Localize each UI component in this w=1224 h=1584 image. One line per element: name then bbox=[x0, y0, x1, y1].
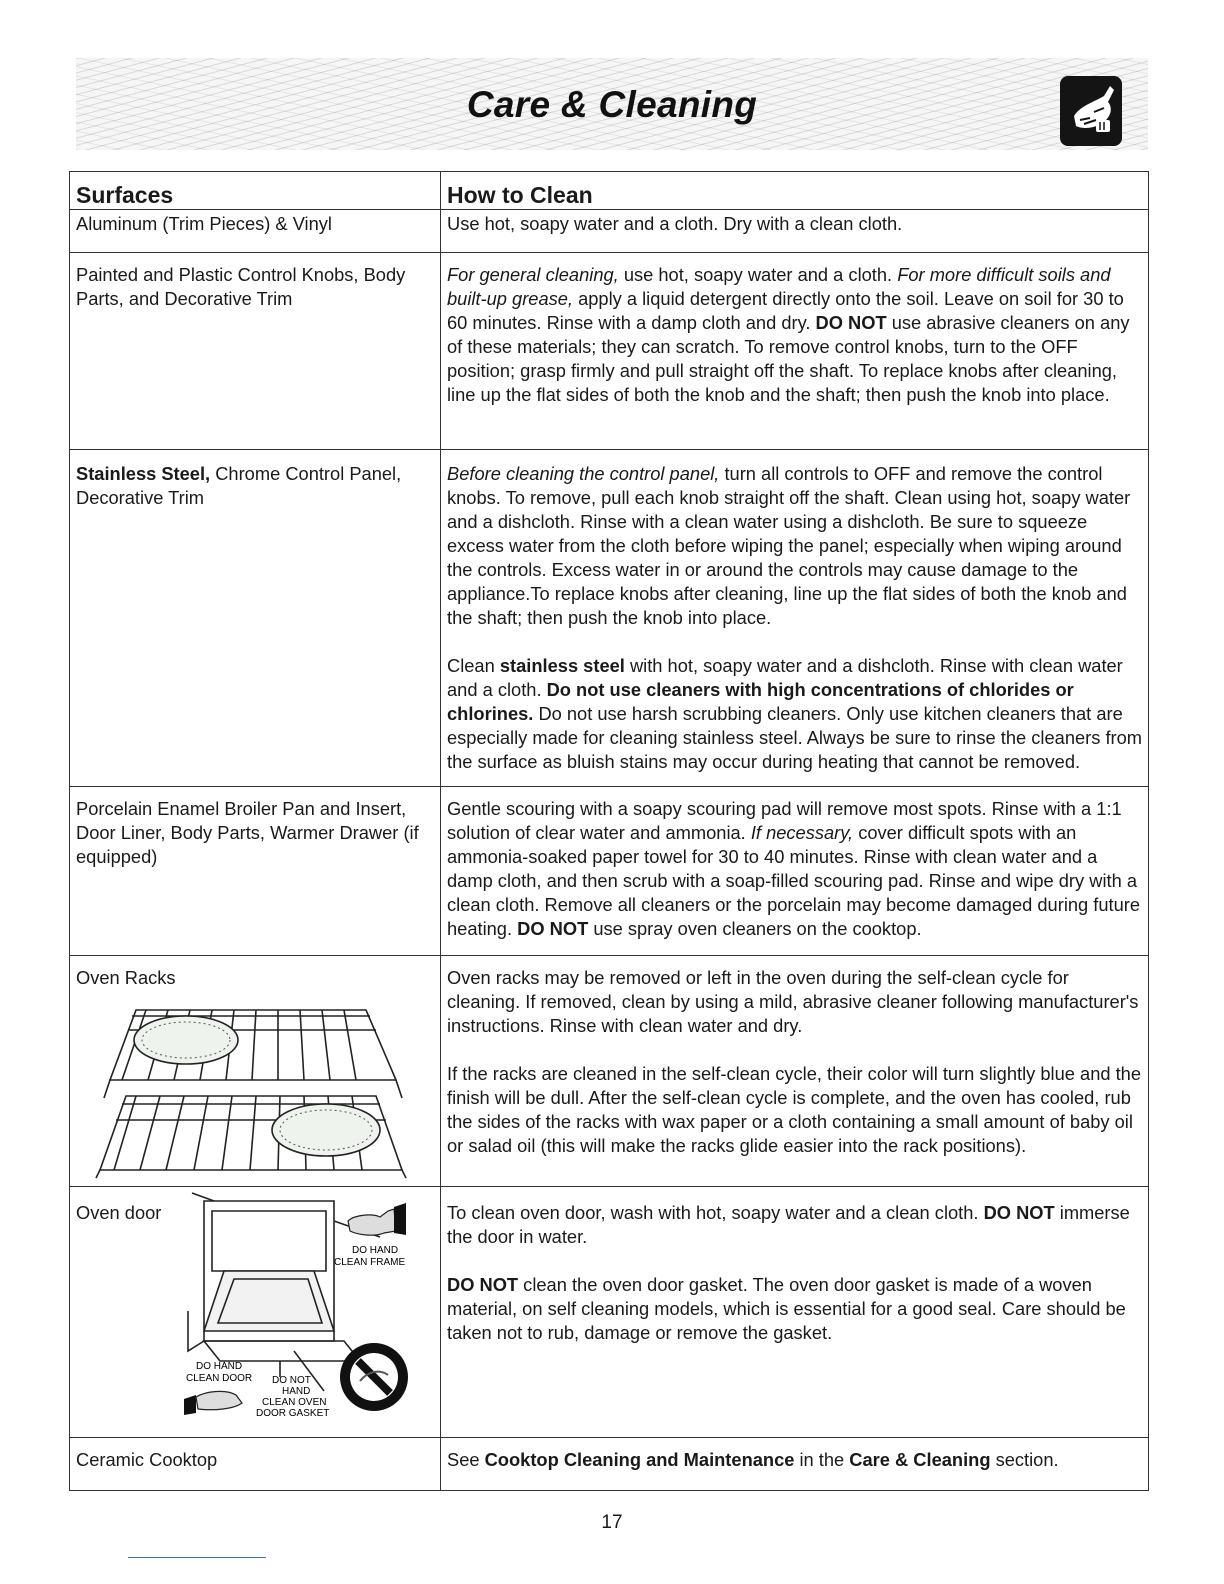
frame-label-line2: CLEAN FRAME bbox=[334, 1257, 406, 1268]
body-text: use abrasive cleaners on any of these materials; they can scratch. To remove control knobs, turn to the OFF position; grasp firmly and pull straight off the shaft. To replace knobs after cleaning, line up the flat sides of both the knob and the shaft; then push the knob into place. bbox=[447, 312, 1130, 405]
body-text: See bbox=[447, 1449, 485, 1470]
paragraph bbox=[447, 462, 1143, 630]
how-to-clean-cell bbox=[441, 1187, 1149, 1438]
page-title: Care & Cleaning bbox=[466, 84, 758, 125]
gasket-label-line2: HAND bbox=[282, 1386, 311, 1397]
page-number: 17 bbox=[601, 1512, 623, 1533]
body-text: section. bbox=[990, 1449, 1059, 1470]
emphasis-text: For general cleaning, bbox=[447, 264, 619, 285]
how-to-clean-cell bbox=[441, 253, 1149, 450]
surface-text: Chrome Control Panel, Decorative Trim bbox=[76, 463, 402, 508]
warning-text: DO NOT bbox=[517, 918, 589, 939]
warning-text: DO NOT bbox=[983, 1202, 1055, 1223]
table-row bbox=[70, 1438, 1149, 1491]
gasket-label-line4: DOOR GASKET bbox=[256, 1408, 330, 1419]
surface-emphasis: Stainless Steel, bbox=[76, 463, 211, 484]
emphasis-text: If necessary, bbox=[750, 822, 854, 843]
body-text: with hot, soapy water and a dishcloth. Rinse with clean water and a cloth. bbox=[447, 655, 1123, 700]
surface-cell: Painted and Plastic Control Knobs, Body Parts, and Decorative Trim bbox=[70, 253, 441, 450]
how-to-clean-cell bbox=[441, 1438, 1149, 1491]
paragraph bbox=[447, 1273, 1143, 1345]
oven-racks-illustration bbox=[76, 1000, 416, 1180]
how-to-clean-cell: Use hot, soapy water and a cloth. Dry with a clean cloth. bbox=[441, 210, 1149, 253]
frame-label-line1: DO HAND bbox=[352, 1245, 399, 1256]
emphasis-text: Before cleaning the control panel, bbox=[447, 463, 720, 484]
table-header-row bbox=[70, 172, 1149, 210]
oven-door-illustration bbox=[184, 1191, 424, 1421]
body-text: Do not use harsh scrubbing cleaners. Only use kitchen cleaners that are especially made for cleaning stainless steel. Always be sure to rinse the cleaners from the surface as bluish stains may occur during heating that cannot be removed. bbox=[447, 703, 1143, 772]
surface-cell bbox=[70, 450, 441, 787]
surface-cell: Porcelain Enamel Broiler Pan and Insert, Door Liner, Body Parts, Warmer Drawer (if equipped) bbox=[70, 787, 441, 956]
door-label-line2: CLEAN DOOR bbox=[186, 1373, 253, 1384]
section-reference: Care & Cleaning bbox=[849, 1449, 991, 1470]
body-text: clean the oven door gasket. The oven door gasket is made of a woven material, on self cleaning models, which is essential for a good seal. Care should be taken not to rub, damage or remove the gasket. bbox=[447, 1274, 1126, 1343]
surface-cell bbox=[70, 1187, 441, 1438]
body-text: Clean bbox=[447, 655, 500, 676]
surface-label: Oven Racks bbox=[76, 967, 176, 988]
table-row bbox=[70, 450, 1149, 787]
table-row bbox=[70, 253, 1149, 450]
footer-divider bbox=[128, 1557, 266, 1558]
how-to-clean-cell bbox=[441, 450, 1149, 787]
body-text: apply a liquid detergent directly onto the soil. Leave on soil for 30 to 60 minutes. Rinse with a damp cloth and dry. bbox=[447, 288, 1124, 333]
surface-cell: Ceramic Cooktop bbox=[70, 1438, 441, 1491]
body-text: turn all controls to OFF and remove the control knobs. To remove, pull each knob straight off the shaft. Clean using hot, soapy water and a dishcloth. Rinse with a clean water using a dishcloth. Be sure to squeeze excess water from the cloth before wiping the panel; especially when wiping around the controls. Excess water in or around the controls may cause damage to the appliance.To replace knobs after cleaning, line up the flat sides of both the knob and the shaft; then push the knob into place. bbox=[447, 463, 1131, 628]
header-banner bbox=[76, 58, 1148, 150]
body-text: cover difficult spots with an ammonia-soaked paper towel for 30 to 40 minutes. Rinse with clean water and a damp cloth, and then scrub with a soap-filled scouring pad. Rinse and wipe dry with a clean cloth. Remove all cleaners or the porcelain may become damaged during future heating. bbox=[447, 822, 1141, 939]
paragraph bbox=[447, 654, 1143, 774]
care-cleaning-table bbox=[69, 171, 1149, 1491]
surfaces-column-header: Surfaces bbox=[70, 172, 441, 210]
section-reference: Cooktop Cleaning and Maintenance bbox=[484, 1449, 795, 1470]
hand-icon bbox=[184, 1391, 242, 1415]
how-to-clean-cell bbox=[441, 956, 1149, 1187]
surface-cell bbox=[70, 956, 441, 1187]
how-to-clean-column-header: How to Clean bbox=[441, 172, 1149, 210]
table-row bbox=[70, 956, 1149, 1187]
body-text: in the bbox=[794, 1449, 850, 1470]
warning-text: Do not use cleaners with high concentrations of chlorides or chlorines. bbox=[447, 679, 1074, 724]
gasket-label-line1: DO NOT bbox=[272, 1375, 311, 1386]
broiler-pan-bottom bbox=[272, 1104, 380, 1156]
warning-text: DO NOT bbox=[447, 1274, 519, 1295]
table-row bbox=[70, 210, 1149, 253]
broiler-pan-top bbox=[134, 1016, 238, 1064]
body-text: use hot, soapy water and a cloth. bbox=[618, 264, 898, 285]
body-text: To clean oven door, wash with hot, soapy water and a clean cloth. bbox=[447, 1202, 984, 1223]
door-label-line1: DO HAND bbox=[196, 1361, 243, 1372]
paragraph: If the racks are cleaned in the self-clean cycle, their color will turn slightly blue and the finish will be dull. After the self-clean cycle is complete, and the oven has cooled, rub the sides of the racks with wax paper or a cloth containing a small amount of baby oil or salad oil (this will make the racks glide easier into the rack positions). bbox=[447, 1063, 1142, 1156]
surface-label: Oven door bbox=[76, 1202, 162, 1223]
prohibited-icon bbox=[340, 1343, 408, 1411]
gasket-label-line3: CLEAN OVEN bbox=[262, 1397, 327, 1408]
emphasis-text: For more difficult soils and built-up grease, bbox=[447, 264, 1111, 309]
hand-cleaning-icon bbox=[1060, 76, 1122, 146]
how-to-clean-cell bbox=[441, 787, 1149, 956]
body-text: immerse the door in water. bbox=[447, 1202, 1130, 1247]
body-text: use spray oven cleaners on the cooktop. bbox=[588, 918, 922, 939]
paragraph bbox=[447, 1201, 1143, 1249]
bold-text: stainless steel bbox=[499, 655, 625, 676]
hand-icon bbox=[348, 1203, 406, 1235]
surface-cell: Aluminum (Trim Pieces) & Vinyl bbox=[70, 210, 441, 253]
table-row bbox=[70, 1187, 1149, 1438]
warning-text: DO NOT bbox=[815, 312, 887, 333]
table-row bbox=[70, 787, 1149, 956]
paragraph: Oven racks may be removed or left in the oven during the self-clean cycle for cleaning. If removed, clean by using a mild, abrasive cleaner following manufacturer's instructions. Rinse with clean water and dry. bbox=[447, 967, 1139, 1036]
body-text: Gentle scouring with a soapy scouring pad will remove most spots. Rinse with a 1:1 solution of clear water and ammonia. bbox=[447, 798, 1122, 843]
